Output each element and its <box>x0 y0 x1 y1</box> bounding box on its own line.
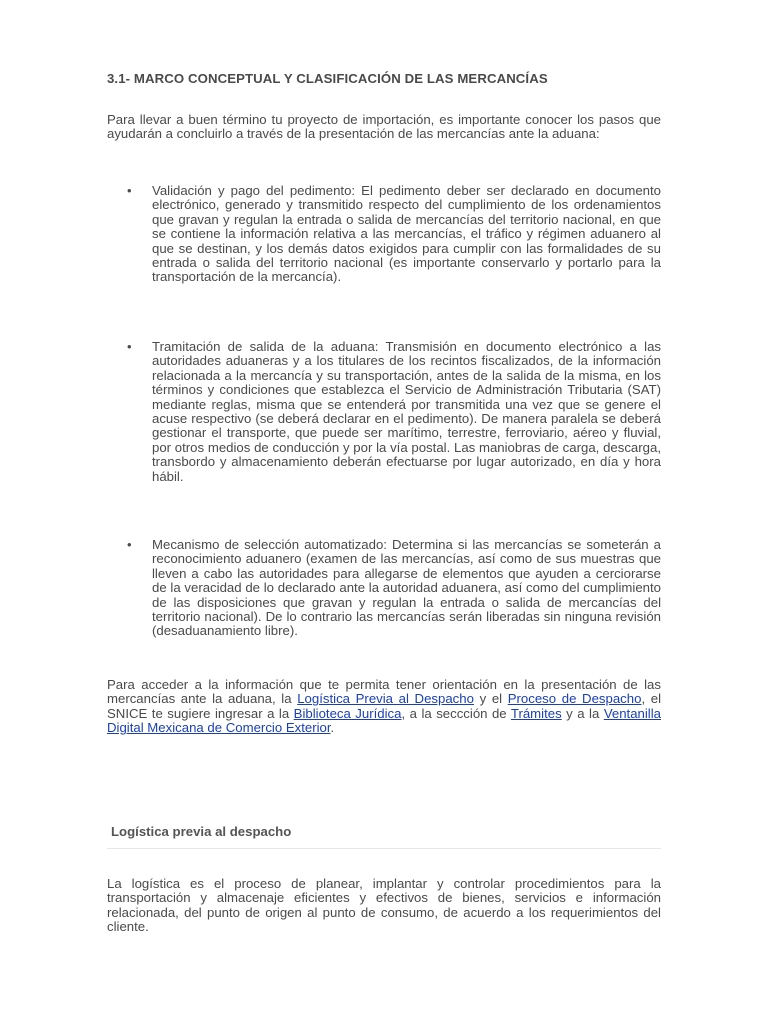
divider <box>107 848 661 849</box>
intro-paragraph: Para llevar a buen término tu proyecto de importación, es importante conocer los pasos que ayudarán a concluirlo a través de la presentación de las mercancías ante la aduana: <box>107 112 661 142</box>
list-item-text: Mecanismo de selección automatizado: Determina si las mercancías se someterán a reconocimiento aduanero (examen de las mercancías, así como de sus muestras que lleven a cabo las autoridades para allegarse de elementos que ayuden a cerciorarse de la veracidad de lo declarado ante la autoridad aduanera, así como del cumplimiento de las disposiciones que gravan y regulan la entrada o salida de mercancías del territorio nacional). De lo contrario las mercancías serán liberadas sin ninguna revisión (desaduanamiento libre). <box>152 537 661 639</box>
access-text: Para acceder a la información que te permita tener orientación en la presentación de las mercancías ante la aduana, la <box>107 677 661 707</box>
bullet-marker: • <box>127 183 132 198</box>
access-text: , a la seccción de <box>401 705 511 721</box>
proceso-despacho-link[interactable]: Proceso de Despacho <box>507 691 642 707</box>
bullet-marker: • <box>127 339 132 354</box>
subsection-heading: Logística previa al despacho <box>111 824 292 839</box>
biblioteca-juridica-link[interactable]: Biblioteca Jurídica <box>293 705 402 721</box>
logistica-previa-link[interactable]: Logística Previa al Despacho <box>297 691 474 707</box>
access-text: y a la <box>561 705 604 721</box>
list-item-text: Validación y pago del pedimento: El pedimento deber ser declarado en documento electrónico, generado y transmitido respecto del cumplimiento de los ordenamientos que gravan y regulan la entrada o salida de mercancías del territorio nacional, en que se contiene la información relativa a las mercancías, el tráfico y régimen aduanero al que se destinan, y los demás datos exigidos para cumplir con las formalidades de su entrada o salida del territorio nacional (es importante conservarlo y portarlo para la transportación de la mercancía). <box>152 183 661 285</box>
access-text: . <box>330 720 335 736</box>
list-item-text: Tramitación de salida de la aduana: Transmisión en documento electrónico a las autoridades aduaneras y a los titulares de los recintos fiscalizados, de la información relacionada a la mercancía y su transportación, antes de la salida de la misma, en los términos y condiciones que establezca el Servicio de Administración Tributaria (SAT) mediante reglas, misma que se entenderá por transmitida una vez que se genere el acuse respectivo (se deberá declarar en el pedimento). De manera paralela se deberá gestionar el transporte, que puede ser marítimo, terrestre, ferroviario, aéreo y fluvial, por otros medios de conducción y por la vía postal. Las maniobras de carga, descarga, transbordo y almacenamiento deberán efectuarse por lugar autorizado, en día y hora hábil. <box>152 339 661 484</box>
bullet-marker: • <box>127 537 132 552</box>
access-paragraph <box>107 678 661 736</box>
ventanilla-digital-link[interactable]: Ventanilla Digital Mexicana de Comercio Exterior <box>107 705 662 736</box>
section-heading: 3.1- MARCO CONCEPTUAL Y CLASIFICACIÓN DE LAS MERCANCÍAS <box>107 71 548 86</box>
logistica-paragraph: La logística es el proceso de planear, implantar y controlar procedimientos para la transportación y almacenaje eficientes y efectivos de bienes, servicios e información relacionada, del punto de origen al punto de consumo, de acuerdo a los requerimientos del cliente. <box>107 876 661 935</box>
access-text: y el <box>473 691 508 707</box>
access-text: , el SNICE te sugiere ingresar a la <box>107 691 662 721</box>
tramites-link[interactable]: Trámites <box>510 705 562 721</box>
